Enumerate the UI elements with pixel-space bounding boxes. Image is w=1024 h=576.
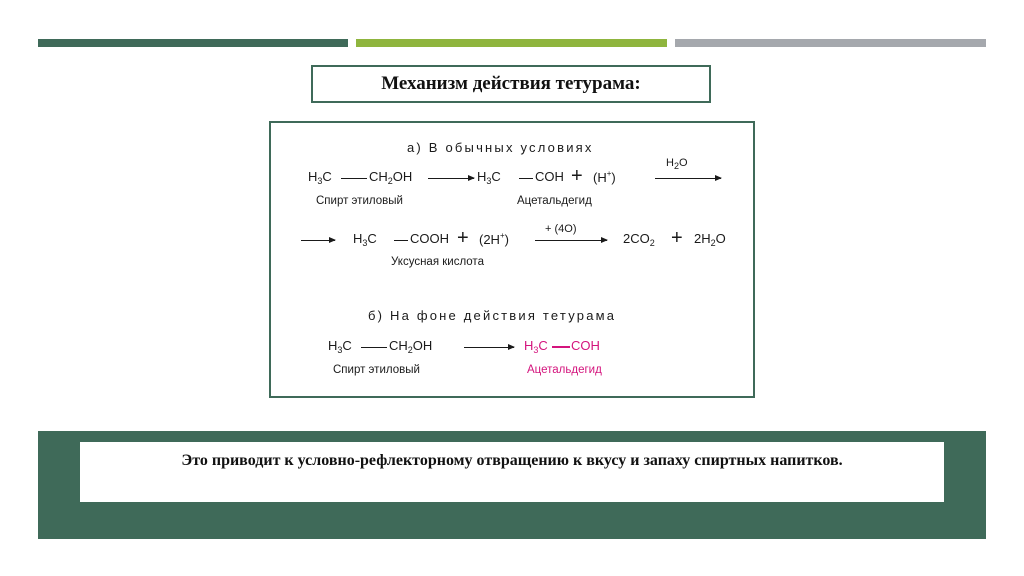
reaction-arrow	[655, 178, 721, 179]
acetaldehyde-formula: $H_3C$	[477, 169, 501, 186]
four-o-over-arrow: + (4O)	[545, 223, 577, 235]
header-bar-green	[38, 39, 348, 47]
bond	[361, 347, 387, 348]
ethanol-label: Спирт этиловый	[333, 364, 420, 376]
ethanol-formula-part: $CH_2OH$	[369, 169, 413, 186]
bond	[552, 346, 570, 348]
plus-sign: +	[671, 227, 683, 249]
h-plus: (H+)	[593, 169, 616, 185]
section-b-header: б) На фоне действия тетурама	[368, 308, 617, 323]
water: $2H_2O$	[694, 231, 726, 248]
bond	[394, 240, 408, 241]
plus-sign: +	[457, 227, 469, 249]
acetaldehyde-formula-highlight: $H_3C$	[524, 338, 548, 355]
cooh-group: COOH	[410, 231, 449, 246]
reaction-arrow	[535, 240, 607, 241]
section-a-header: а) В обычных условиях	[407, 140, 594, 155]
ethanol-formula: $H_3C$	[328, 338, 352, 355]
conclusion-note: Это приводит к условно-рефлекторному отвращению к вкусу и запаху спиртных напитков.	[80, 442, 944, 502]
bond	[341, 178, 367, 179]
plus-sign: +	[571, 165, 583, 187]
acetaldehyde-label-highlight: Ацетальдегид	[527, 364, 602, 376]
reaction-scheme	[269, 121, 755, 398]
reaction-arrow	[428, 178, 474, 179]
coh-group-highlight: COH	[571, 338, 600, 353]
reaction-arrow	[464, 347, 514, 348]
coh-group: COH	[535, 169, 564, 184]
header-bar-gray	[675, 39, 986, 47]
bond	[519, 178, 533, 179]
acetic-acid-formula: $H_3C$	[353, 231, 377, 248]
water-over-arrow: $H_2O$	[666, 157, 688, 171]
carbon-dioxide: $2CO_2$	[623, 231, 655, 248]
two-h-plus: (2H+)	[479, 231, 509, 247]
reaction-arrow	[301, 240, 335, 241]
acetaldehyde-label: Ацетальдегид	[517, 195, 592, 207]
ethanol-label: Спирт этиловый	[316, 195, 403, 207]
ethanol-formula: $H_3C$	[308, 169, 332, 186]
acetic-acid-label: Уксусная кислота	[391, 256, 484, 268]
header-bar-lime	[356, 39, 667, 47]
ethanol-formula-part: $CH_2OH$	[389, 338, 433, 355]
slide-title: Механизм действия тетурама:	[311, 65, 711, 103]
